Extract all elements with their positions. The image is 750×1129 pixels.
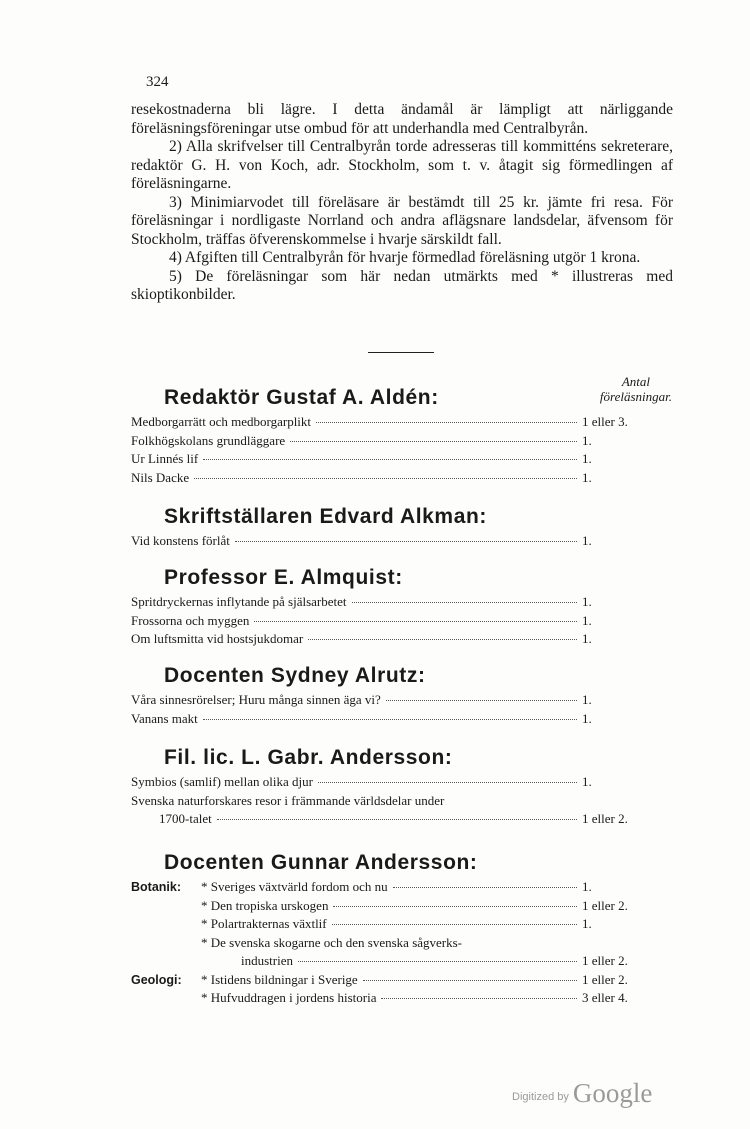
lecture-row (131, 710, 652, 729)
lecture-row (131, 878, 652, 897)
lecture-row (131, 593, 652, 612)
lecturer-section (131, 566, 652, 649)
lecture-row (131, 630, 652, 649)
lecture-row (131, 469, 652, 488)
dot-leader (318, 782, 577, 783)
lecture-row (131, 691, 652, 710)
dot-leader (290, 441, 577, 442)
lecture-count: 1. (582, 710, 592, 726)
lecture-title: * Sveriges växtvärld fordom och nu (201, 879, 388, 894)
lecture-count: 1. (582, 916, 592, 931)
intro-paragraph: 3) Minimiarvodet till föreläsare är bestämdt till 25 kr. jämte fri resa. För föreläsningar i nordligaste Norrland och andra aflägsnare landsdelar, äfvensom för Stockholm, träffas öfverenskommelse i hvarje särskildt fall. (131, 193, 673, 248)
dot-leader (381, 998, 577, 999)
lecture-title: * Polartrakternas växtlif (201, 916, 327, 931)
lecture-count: 1. (582, 631, 592, 646)
dot-leader (203, 459, 577, 460)
lecture-title: Spritdryckernas inflytande på själsarbetet (131, 594, 347, 609)
lecturer-heading: Redaktör Gustaf A. Aldén: (164, 386, 439, 409)
lecture-row (131, 532, 652, 551)
lecture-title: * Den tropiska urskogen (201, 897, 329, 913)
lecturer-heading: Skriftställaren Edvard Alkman: (164, 505, 487, 528)
lecture-row (131, 989, 652, 1008)
lecture-title: Folkhögskolans grundläggare (131, 432, 286, 448)
lecturer-heading: Docenten Sydney Alrutz: (164, 664, 426, 687)
dot-leader (352, 602, 577, 603)
antal-line1: Antal (621, 374, 651, 389)
lecture-title: Våra sinnesrörelser; Huru många sinnen äga vi? (131, 692, 381, 707)
dot-leader (194, 478, 577, 479)
intro-paragraph: 5) De föreläsningar som här nedan utmärkts med * illustreras med skioptikonbilder. (131, 267, 673, 303)
lecture-title: Ur Linnés lif (131, 451, 199, 466)
lecture-count: 1. (582, 774, 592, 789)
lecture-row (131, 897, 652, 916)
lecture-title: Om luftsmitta vid hostsjukdomar (131, 631, 304, 646)
antal-line2: föreläsningar. (599, 389, 672, 404)
page-number: 324 (146, 74, 169, 90)
lecture-row (131, 432, 652, 451)
dot-leader (393, 887, 577, 888)
lecture-row (131, 971, 652, 990)
intro-paragraph: 2) Alla skrifvelser till Centralbyrån torde adresseras till kommitténs sekreterare, redaktör G. H. von Koch, adr. Stockholm, som t. v. åtagit sig förmedlingen af föreläsningarne. (131, 138, 673, 192)
lecture-row (131, 450, 652, 469)
lecture-row (131, 413, 652, 432)
intro-paragraph: 4) Afgiften till Centralbyrån för hvarje förmedlad föreläsning utgör 1 krona. (169, 249, 641, 266)
lecture-count: 1. (582, 612, 592, 628)
lecture-count: 1. (582, 533, 592, 548)
lecture-title: * Hufvuddragen i jordens historia (201, 990, 377, 1005)
lecturer-section (131, 386, 652, 487)
dot-leader (217, 819, 577, 820)
lecture-count: 1 eller 2. (582, 897, 628, 913)
lecture-title-cont: 1700-talet (159, 811, 212, 826)
dot-leader (254, 621, 577, 622)
lecture-row (131, 934, 652, 953)
subject-label: Botanik: (131, 880, 181, 894)
lecturer-section (131, 664, 652, 728)
lecture-count: 1. (582, 432, 592, 448)
lecture-title: Medborgarrätt och medborgarplikt (131, 414, 312, 429)
lecture-title: Vanans makt (131, 710, 198, 726)
lecture-count: 1. (582, 451, 592, 466)
digitized-text: Digitized by (512, 1091, 569, 1103)
dot-leader (333, 906, 577, 907)
lecture-count: 3 eller 4. (582, 990, 628, 1005)
dot-leader (203, 719, 577, 720)
intro-text (131, 101, 673, 305)
lecture-count: 1. (582, 469, 592, 485)
lecture-title: Vid konstens förlåt (131, 533, 230, 548)
divider-rule (368, 352, 434, 353)
lecture-title: Svenska naturforskares resor i främmande världsdelar under (131, 792, 445, 808)
dot-leader (298, 961, 577, 962)
lecture-row (131, 612, 652, 631)
lecturer-section (131, 851, 652, 1008)
dot-leader (316, 422, 577, 423)
lecture-count: 1. (582, 879, 592, 894)
lecture-title-cont: industrien (241, 953, 293, 968)
lecture-title: Nils Dacke (131, 469, 190, 485)
dot-leader (308, 639, 577, 640)
lecture-count: 1. (582, 594, 592, 609)
lecturer-heading: Professor E. Almquist: (164, 566, 403, 589)
lecture-title: Symbios (samlif) mellan olika djur (131, 774, 313, 789)
lecturer-heading: Docenten Gunnar Andersson: (164, 851, 478, 874)
dot-leader (235, 541, 577, 542)
lecturer-section (131, 746, 652, 829)
intro-paragraph: resekostnaderna bli lägre. I detta ändamål är lämpligt att närliggande föreläsningsföreningar utse ombud för att underhandla med Centralbyrån. (131, 101, 673, 137)
google-logo: Google (572, 1078, 653, 1108)
lecture-row (131, 773, 652, 792)
lecture-title: * Istidens bildningar i Sverige (201, 971, 358, 987)
dot-leader (386, 700, 577, 701)
lecture-count: 1. (582, 692, 592, 707)
lecturer-heading: Fil. lic. L. Gabr. Andersson: (164, 746, 453, 769)
lecture-title: Frossorna och myggen (131, 612, 250, 628)
lecture-row (131, 792, 652, 811)
lecture-count: 1 eller 2. (582, 971, 628, 987)
digitized-watermark (512, 1078, 652, 1109)
lecture-row-continuation (131, 810, 652, 829)
lecture-count: 1 eller 2. (582, 811, 628, 826)
lecture-count: 1 eller 2. (582, 953, 628, 968)
subject-label: Geologi: (131, 972, 182, 987)
lecture-count: 1 eller 3. (582, 414, 628, 429)
lecture-row (131, 915, 652, 934)
lecture-title: * De svenska skogarne och den svenska sågverks- (201, 934, 463, 950)
dot-leader (363, 980, 577, 981)
dot-leader (332, 924, 577, 925)
lecturer-section (131, 505, 652, 551)
lecture-row-continuation (131, 952, 652, 971)
